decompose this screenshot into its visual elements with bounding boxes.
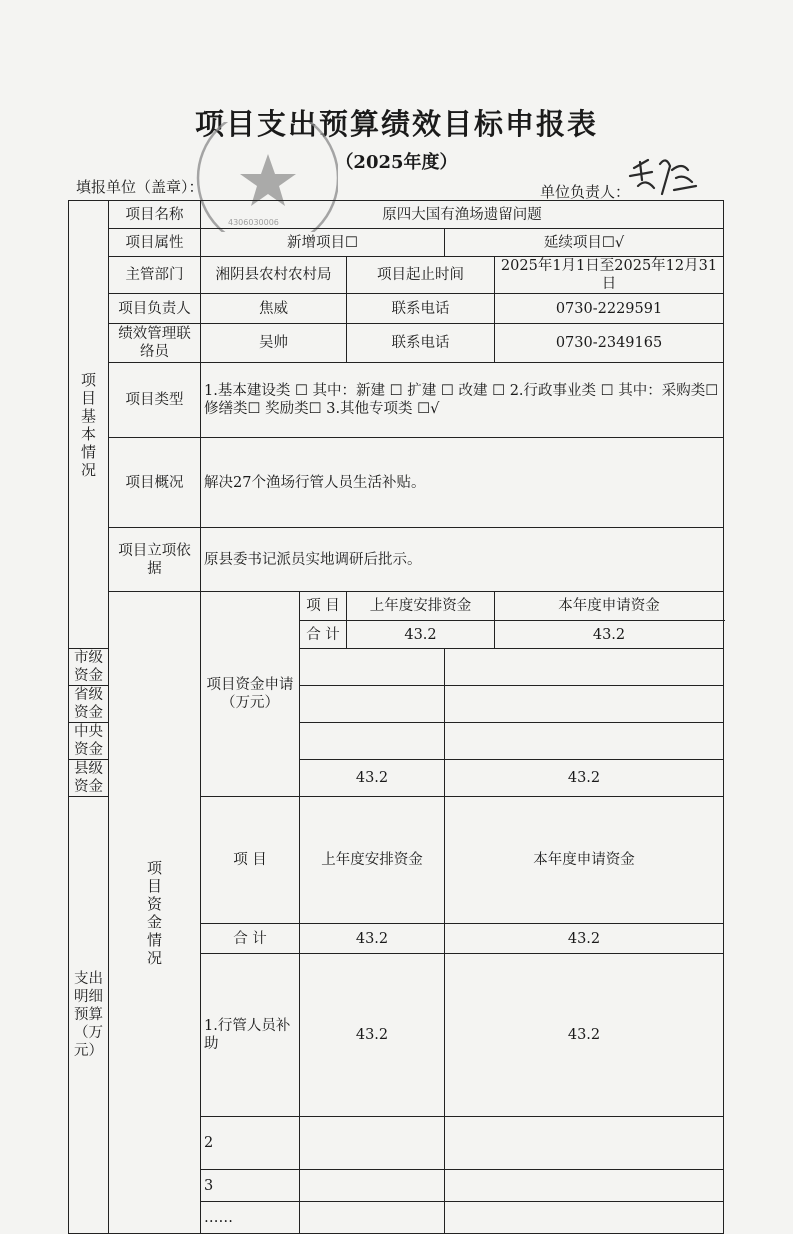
detail-col-item: 项 目 (201, 797, 300, 924)
basis-value: 原县委书记派员实地调研后批示。 (201, 528, 724, 592)
basic-info-section: 项 目 基 本 情 况 (69, 201, 109, 649)
perf-contact-value: 吴帅 (201, 324, 347, 363)
funds-row-label: 县级资金 (69, 760, 109, 797)
detail-row-label: …… (201, 1202, 300, 1234)
project-name-value: 原四大国有渔场遗留问题 (201, 201, 724, 229)
form-year: （2025年度） (335, 152, 458, 173)
project-attr-new: 新增项目☐ (201, 229, 445, 257)
detail-row-last (300, 1170, 445, 1202)
detail-row-last (300, 1202, 445, 1234)
detail-row-this: 43.2 (445, 924, 724, 954)
detail-row-label: 合 计 (201, 924, 300, 954)
funds-row-this (445, 686, 724, 723)
detail-row-this (445, 1117, 724, 1170)
detail-row-label: 1.行管人员补助 (201, 954, 300, 1117)
project-type-label: 项目类型 (109, 363, 201, 438)
detail-row-last: 43.2 (300, 954, 445, 1117)
detail-label: 支出明细预算（万元） (69, 797, 109, 1234)
detail-row-last: 43.2 (300, 924, 445, 954)
funds-row-label: 中央资金 (69, 723, 109, 760)
owner-phone-value: 0730-2229591 (495, 294, 724, 324)
overview-value: 解决27个渔场行管人员生活补贴。 (201, 438, 724, 528)
funds-row-this: 43.2 (445, 760, 724, 797)
period-label: 项目起止时间 (347, 257, 495, 294)
period-value: 2025年1月1日至2025年12月31日 (495, 257, 724, 294)
perf-phone-value: 0730-2349165 (495, 324, 724, 363)
owner-phone-label: 联系电话 (347, 294, 495, 324)
funds-row-last (300, 649, 445, 686)
funds-col-this: 本年度申请资金 (495, 592, 724, 621)
project-name-label: 项目名称 (109, 201, 201, 229)
detail-row-last (300, 1117, 445, 1170)
funds-row-this (445, 649, 724, 686)
funds-row-label: 省级资金 (69, 686, 109, 723)
perf-phone-label: 联系电话 (347, 324, 495, 363)
filler-unit-label: 填报单位（盖章）： (76, 178, 204, 196)
form-title: 项目支出预算绩效目标申报表 (194, 107, 598, 141)
budget-form-table (68, 200, 724, 1234)
detail-col-last: 上年度安排资金 (300, 797, 445, 924)
project-type-value: 1.基本建设类 ☐ 其中：新建 ☐ 扩建 ☐ 改建 ☐ 2.行政事业类 ☐ 其中：采购类☐ 修缮类☐ 奖励类☐ 3.其他专项类 ☐√ (201, 363, 724, 438)
owner-value: 焦威 (201, 294, 347, 324)
detail-row-this: 43.2 (445, 954, 724, 1117)
unit-leader-label: 单位负责人： (540, 183, 631, 201)
svg-text:4306030006: 4306030006 (228, 218, 279, 227)
funds-col-item: 项 目 (300, 592, 347, 621)
funds-row-label: 市级资金 (69, 649, 109, 686)
funds-section: 项 目 资 金 情 况 (109, 592, 201, 1234)
funds-row-label: 合 计 (300, 621, 347, 649)
detail-row-label: 3 (201, 1170, 300, 1202)
perf-contact-label: 绩效管理联络员 (109, 324, 201, 363)
detail-row-this (445, 1202, 724, 1234)
funds-row-this: 43.2 (495, 621, 724, 649)
funds-row-last (300, 723, 445, 760)
basis-label: 项目立项依据 (109, 528, 201, 592)
funds-row-last (300, 686, 445, 723)
funds-row-this (445, 723, 724, 760)
funds-row-last: 43.2 (347, 621, 495, 649)
funds-apply-label: 项目资金申请（万元） (201, 592, 300, 797)
project-attr-label: 项目属性 (109, 229, 201, 257)
detail-row-this (445, 1170, 724, 1202)
dept-value: 湘阴县农村农村局 (201, 257, 347, 294)
leader-signature (626, 150, 706, 200)
dept-label: 主管部门 (109, 257, 201, 294)
detail-row-label: 2 (201, 1117, 300, 1170)
project-attr-continuing: 延续项目☐√ (445, 229, 724, 257)
funds-row-last: 43.2 (300, 760, 445, 797)
detail-col-this: 本年度申请资金 (445, 797, 724, 924)
owner-label: 项目负责人 (109, 294, 201, 324)
funds-col-last: 上年度安排资金 (347, 592, 495, 621)
overview-label: 项目概况 (109, 438, 201, 528)
